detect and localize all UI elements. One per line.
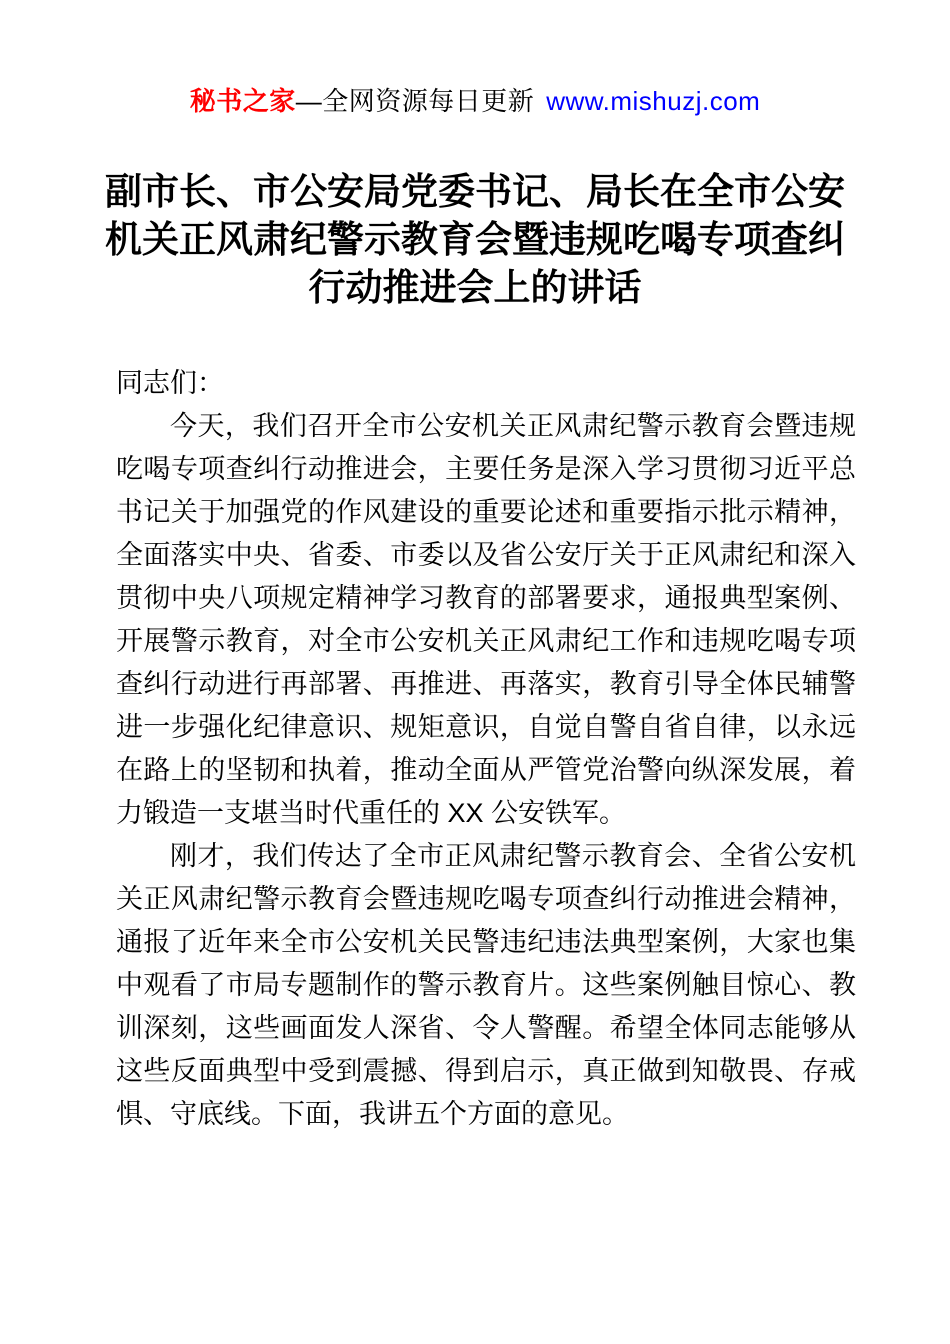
site-tagline: 全网资源每日更新 xyxy=(322,86,535,116)
paragraph-1: 今天，我们召开全市公安机关正风肃纪警示教育会暨违规吃喝专项查纠行动推进会，主要任务是深入学习贯彻习近平总书记关于加强党的作风建设的重要论述和重要指示批示精神，全面落实中央、省委、市委以及省公安厅关于正风肃纪和深入贯彻中央八项规定精神学习教育的部署要求，通报典型案例、开展警示教育，对全市公安机关正风肃纪工作和违规吃喝专项查纠行动进行再部署、再推进、再落实，教育引导全体民辅警进一步强化纪律意识、规矩意识，自觉自警自省自律，以永远在路上的坚韧和执着，推动全面从严管党治警向纵深发展，着力锻造一支堪当时代重任的 XX 公安铁军。 xyxy=(116,411,856,828)
site-url-link[interactable]: www.mishuzj.com xyxy=(546,86,761,116)
site-header-dash: — xyxy=(295,86,323,116)
site-header xyxy=(0,0,950,116)
document-body xyxy=(116,362,856,1136)
site-brand: 秘书之家 xyxy=(189,86,296,116)
document-title: 副市长、市公安局党委书记、局长在全市公安机关正风肃纪警示教育会暨违规吃喝专项查纠行动推进会上的讲话 xyxy=(105,171,845,308)
paragraph-2: 刚才，我们传达了全市正风肃纪警示教育会、全省公安机关正风肃纪警示教育会暨违规吃喝专项查纠行动推进会精神，通报了近年来全市公安机关民警违纪违法典型案例，大家也集中观看了市局专题制作的警示教育片。这些案例触目惊心、教训深刻，这些画面发人深省、令人警醒。希望全体同志能够从这些反面典型中受到震撼、得到启示，真正做到知敬畏、存戒惧、守底线。下面，我讲五个方面的意见。 xyxy=(116,841,856,1129)
salutation: 同志们： xyxy=(116,368,224,398)
